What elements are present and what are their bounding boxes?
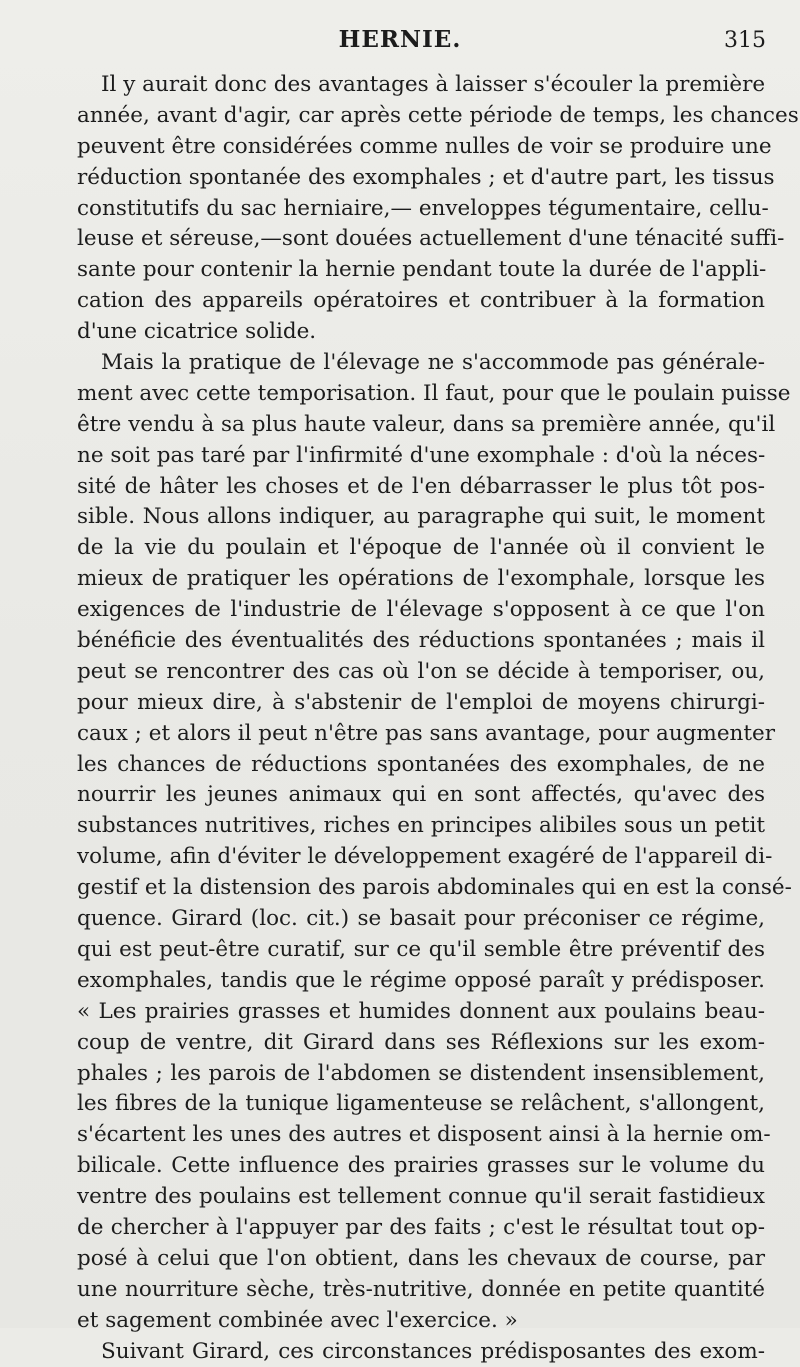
text-line: volume, afin d'éviter le développement exagéré de l'appareil di- [77,844,773,870]
text-line: ment avec cette temporisation. Il faut, pour que le poulain puisse [77,380,791,406]
text-line: ventre des poulains est tellement connue qu'il serait fastidieux [77,1184,765,1210]
page-number: 315 [724,28,766,53]
text-line: qui est peut-être curatif, sur ce qu'il semble être préventif des [77,936,765,962]
text-line: exigences de l'industrie de l'élevage s'opposent à ce que l'on [77,597,765,623]
text-line: leuse et séreuse,—sont douées actuellement d'une ténacité suffi- [77,226,785,252]
text-line: ne soit pas taré par l'infirmité d'une exomphale : d'où la néces- [77,442,766,468]
text-line: caux ; et alors il peut n'être pas sans avantage, pour augmenter [77,720,776,746]
text-line: bénéficie des éventualités des réductions spontanées ; mais il [77,628,765,654]
text-line: phales ; les parois de l'abdomen se distendent insensiblement, [77,1060,765,1086]
text-line: réduction spontanée des exomphales ; et d'autre part, les tissus [77,164,775,190]
text-line: sible. Nous allons indiquer, au paragraphe qui suit, le moment [77,504,765,530]
body-text [77,70,799,1367]
text-line: nourrir les jeunes animaux qui en sont affectés, qu'avec des [77,782,765,808]
text-line: bilicale. Cette influence des prairies grasses sur le volume du [77,1153,765,1179]
text-line: les chances de réductions spontanées des exomphales, de ne [77,751,765,777]
text-line: de la vie du poulain et l'époque de l'année où il convient le [77,535,765,561]
text-line: Suivant Girard, ces circonstances prédisposantes des exom- [101,1338,765,1364]
text-line: gestif et la distension des parois abdominales qui en est la consé- [77,875,792,901]
text-line: quence. Girard (loc. cit.) se basait pour préconiser ce régime, [77,906,765,932]
text-line: s'écartent les unes des autres et disposent ainsi à la hernie om- [77,1122,771,1148]
text-line: sité de hâter les choses et de l'en débarrasser le plus tôt pos- [77,473,765,499]
text-line: d'une cicatrice solide. [77,319,317,345]
text-line: constitutifs du sac herniaire,— enveloppes tégumentaire, cellu- [77,195,769,221]
text-line: de chercher à l'appuyer par des faits ; c'est le résultat tout op- [77,1214,765,1240]
running-title: HERNIE. [338,26,462,53]
text-line: peuvent être considérées comme nulles de voir se produire une [77,133,772,159]
text-line: posé à celui que l'on obtient, dans les chevaux de course, par [77,1245,765,1271]
text-line: exomphales, tandis que le régime opposé paraît y prédisposer. [77,967,765,993]
text-line: Il y aurait donc des avantages à laisser s'écouler la première [101,72,766,97]
text-line: peut se rencontrer des cas où l'on se décide à temporiser, ou, [77,658,765,684]
text-line: année, avant d'agir, car après cette période de temps, les chances [77,102,799,128]
text-line: pour mieux dire, à s'abstenir de l'emploi de moyens chirurgi- [77,689,765,715]
text-line: être vendu à sa plus haute valeur, dans sa première année, qu'il [77,411,776,437]
text-line: mieux de pratiquer les opérations de l'exomphale, lorsque les [77,566,765,592]
text-line: Mais la pratique de l'élevage ne s'accommode pas générale- [101,350,765,376]
text-line: une nourriture sèche, très-nutritive, donnée en petite quantité [77,1276,765,1302]
text-line: coup de ventre, dit Girard dans ses Réflexions sur les exom- [77,1029,765,1055]
text-line: et sagement combinée avec l'exercice. » [77,1307,518,1333]
text-line: substances nutritives, riches en principes alibiles sous un petit [77,813,765,839]
text-line: cation des appareils opératoires et contribuer à la formation [77,288,765,314]
text-line: « Les prairies grasses et humides donnent aux poulains beau- [77,998,765,1024]
text-line: sante pour contenir la hernie pendant toute la durée de l'appli- [77,257,767,283]
running-head [0,26,800,62]
text-line: les fibres de la tunique ligamenteuse se relâchent, s'allongent, [77,1091,765,1117]
